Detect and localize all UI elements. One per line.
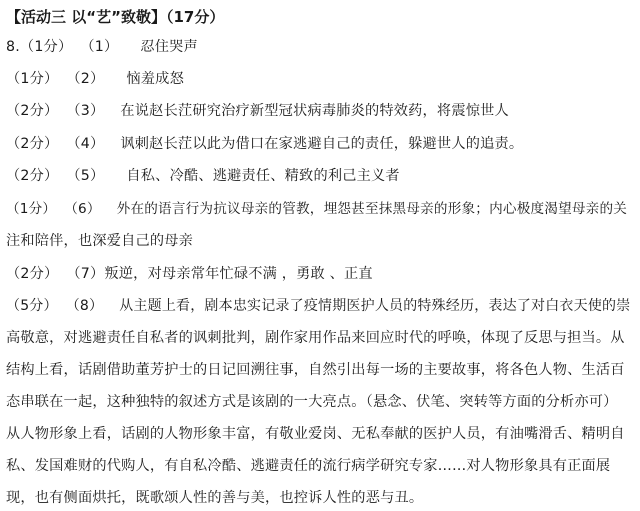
score-label: （2分）: [6, 136, 59, 152]
score-label: （1分）: [6, 71, 59, 87]
item-number: （6）: [64, 201, 101, 217]
question-label: 8.（1分）: [6, 39, 73, 55]
score-label: （2分）: [6, 266, 59, 282]
answer-text: 恼羞成怒: [126, 71, 184, 87]
section-heading: 【活动三 以“艺”致敬】（17分）: [6, 8, 225, 26]
paragraph-line: 结构上看，话剧借助董芳护士的日记回溯往事，自然引出每一场的主要故事，将各色人物、生活百: [6, 362, 625, 378]
item-number: （4）: [66, 136, 105, 152]
item-number: （2）: [66, 71, 105, 87]
answer-line-8: [6, 262, 373, 286]
item-number: （8）: [65, 298, 104, 314]
answer-line-7: [6, 229, 193, 253]
answer-text: 自私、冷酷、逃避责任、精致的利己主义者: [126, 168, 400, 184]
answer-text-continued: 注和陪伴，也深爱自己的母亲: [6, 233, 194, 249]
answer-text: 在说赵长茳研究治疗新型冠状病毒肺炎的特效药，将震惊世人: [120, 103, 509, 119]
answer-text: 忍住哭声: [140, 39, 198, 55]
answer-text: 从主题上看，剧本忠实记录了疫情期医护人员的特殊经历，表达了对白衣天使的崇: [119, 298, 631, 314]
score-label: （2分）: [6, 103, 59, 119]
answer-line-6: [6, 197, 627, 221]
score-label: （2分）: [6, 168, 59, 184]
item-number: （7）: [66, 266, 105, 282]
answer-line-9: [6, 294, 630, 318]
answer-line-4: [6, 132, 523, 156]
answer-text: 外在的语言行为抗议母亲的管教，埋怨甚至抹黑母亲的形象；内心极度渴望母亲的关: [116, 201, 628, 217]
paragraph-line: 私、发国难财的代购人，有自私冷酷、逃避责任的流行病学研究专家……对人物形象具有正面展: [6, 458, 611, 474]
score-label: （1分）: [6, 201, 57, 217]
paragraph-line: 从人物形象上看，话剧的人物形象丰富，有敬业爱岗、无私奉献的医护人员，有油嘴滑舌、精明自: [6, 426, 625, 442]
paragraph-line: 高敬意，对逃避责任自私者的讽刺批判，剧作家用作品来回应时代的呼唤，体现了反思与担当。从: [6, 330, 625, 346]
item-number: （1）: [80, 39, 119, 55]
paragraph-line: 现，也有侧面烘托，既歌颂人性的善与美，也控诉人性的恶与丑。: [6, 490, 424, 506]
answer-line-3: [6, 99, 509, 123]
answer-text: 讽刺赵长茳以此为借口在家逃避自己的责任，躲避世人的追责。: [120, 136, 524, 152]
answer-line-5: [6, 164, 400, 188]
answer-text: 叛逆，对母亲常年忙碌不满 ，勇敢 、正直: [104, 266, 373, 282]
paragraph-line: 态串联在一起，这种独特的叙述方式是该剧的一大亮点。（悬念、伏笔、突转等方面的分析亦可）: [6, 394, 618, 410]
item-number: （3）: [66, 103, 105, 119]
score-label: （5分）: [6, 298, 58, 314]
answer-line-2: [6, 67, 184, 91]
item-number: （5）: [66, 168, 105, 184]
answer-line-1: [6, 35, 198, 59]
